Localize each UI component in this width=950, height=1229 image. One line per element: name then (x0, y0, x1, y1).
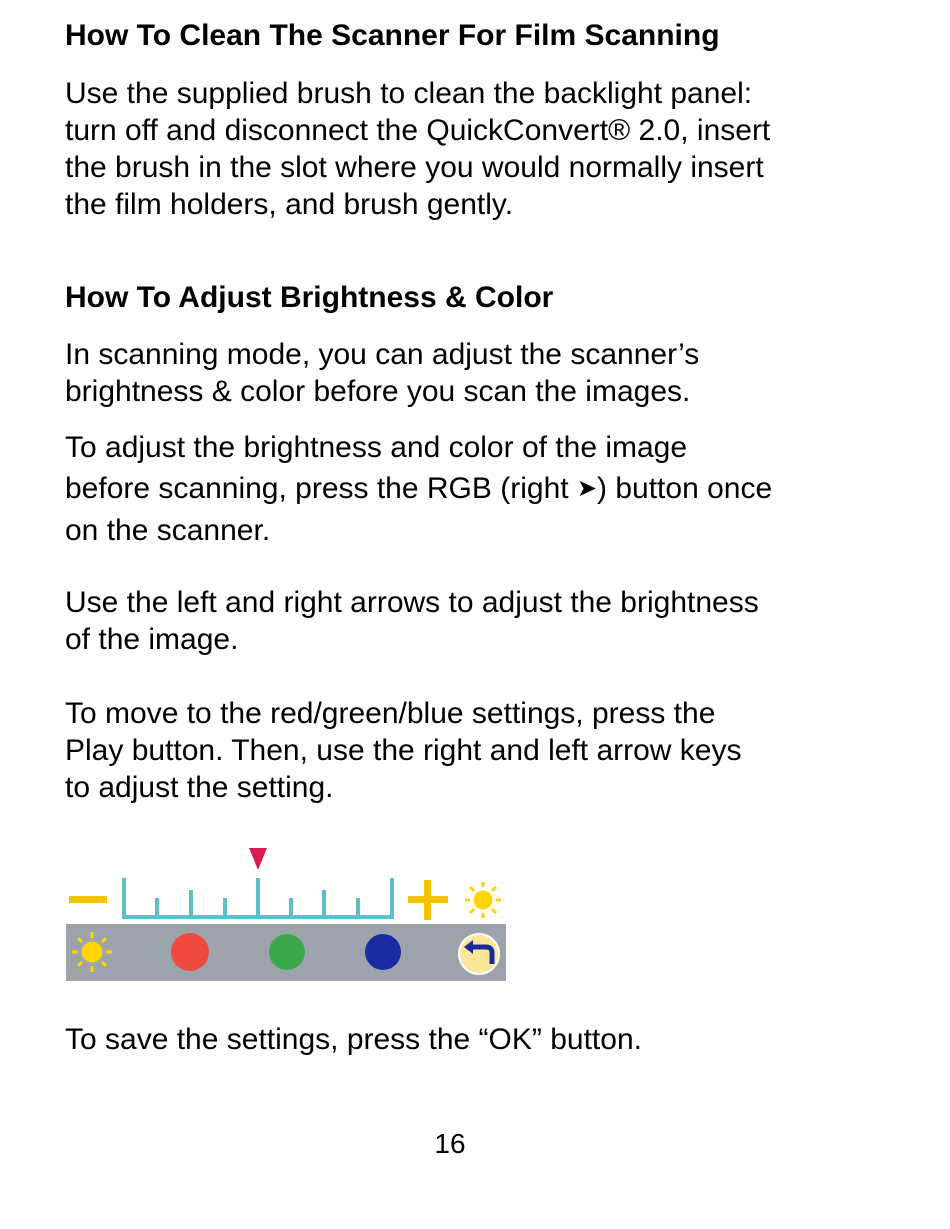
text-line: to adjust the setting. (65, 771, 334, 804)
text-line: Use the left and right arrows to adjust the brightness (65, 586, 759, 619)
text-line (65, 468, 865, 512)
paragraph-save-settings (65, 1021, 865, 1058)
paragraph-clean-instructions (65, 75, 865, 223)
text-line: To save the settings, press the “OK” button. (65, 1023, 642, 1056)
text-fragment: before scanning, press the RGB (right (65, 472, 577, 505)
text-line: on the scanner. (65, 514, 271, 547)
paragraph-play-button (65, 695, 865, 806)
heading-adjust-brightness: How To Adjust Brightness & Color (65, 281, 554, 314)
paragraph-adjust-intro (65, 336, 865, 410)
paragraph-rgb-button (65, 428, 865, 549)
text-line: the film holders, and brush gently. (65, 188, 514, 221)
text-line: the brush in the slot where you would normally insert (65, 151, 764, 184)
minus-icon (69, 896, 107, 903)
sun-icon (72, 932, 112, 972)
paragraph-arrows (65, 584, 865, 658)
text-line: brightness & color before you scan the images. (65, 375, 691, 408)
red-dot-icon (171, 933, 209, 971)
brightness-color-figure (65, 840, 506, 981)
heading-clean-scanner: How To Clean The Scanner For Film Scanning (65, 19, 720, 52)
return-arrow-icon (459, 934, 499, 974)
right-arrow-icon: ➤ (576, 475, 598, 502)
text-line: Use the supplied brush to clean the backlight panel: (65, 77, 753, 110)
text-line: To move to the red/green/blue settings, press the (65, 697, 716, 730)
blue-dot-icon (365, 934, 401, 970)
text-line: turn off and disconnect the QuickConvert® 2.0, insert (65, 114, 771, 147)
green-dot-icon (269, 934, 305, 970)
text-line: Play button. Then, use the right and left arrow keys (65, 734, 742, 767)
text-fragment: ) button once (597, 472, 773, 505)
figure-top-area (65, 840, 506, 924)
page-number: 16 (434, 1128, 466, 1159)
text-line: of the image. (65, 623, 239, 656)
text-line: To adjust the brightness and color of the image (65, 431, 688, 464)
text-line: In scanning mode, you can adjust the scanner’s (65, 338, 700, 371)
